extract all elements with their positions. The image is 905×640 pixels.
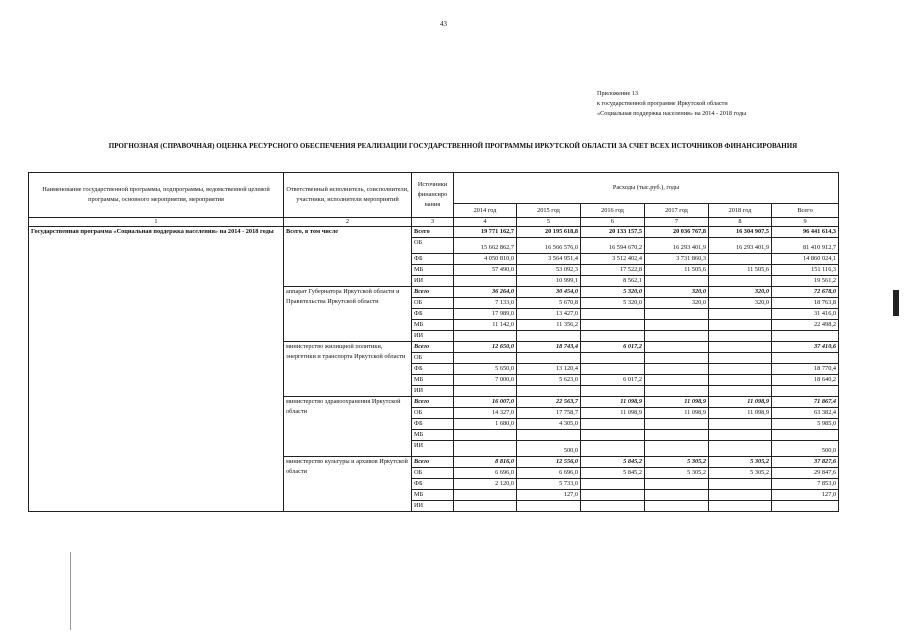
year-value-cell: 5 733,0 (517, 479, 581, 490)
year-value-cell: 16 293 401,9 (645, 238, 709, 254)
year-value-cell (645, 441, 709, 457)
column-number: 4 (454, 218, 517, 227)
year-value-cell (709, 386, 772, 397)
source-cell: МБ (412, 265, 454, 276)
year-value-cell (454, 353, 517, 364)
year-value-cell (581, 331, 645, 342)
column-number: 8 (709, 218, 772, 227)
year-value-cell: 11 098,9 (581, 408, 645, 419)
header-executor: Ответственный исполнитель, соисполнители, участники, исполнители мероприятий (284, 173, 412, 218)
column-number: 7 (645, 218, 709, 227)
year-value-cell (517, 386, 581, 397)
total-value-cell (772, 353, 839, 364)
year-value-cell: 6 017,2 (581, 375, 645, 386)
year-value-cell: 22 563,7 (517, 397, 581, 408)
year-value-cell: 11 505,6 (709, 265, 772, 276)
year-value-cell (581, 430, 645, 441)
total-value-cell: 37 410,6 (772, 342, 839, 353)
scan-edge-mark (893, 290, 899, 316)
executor-cell: министерство жилищной политики, энергетики и транспорта Иркутской области (284, 342, 412, 397)
total-value-cell: 63 382,4 (772, 408, 839, 419)
source-cell: Всего (412, 287, 454, 298)
source-cell: ИИ (412, 501, 454, 512)
year-value-cell: 36 264,0 (454, 287, 517, 298)
year-value-cell (709, 254, 772, 265)
year-value-cell (645, 309, 709, 320)
year-value-cell (645, 419, 709, 430)
column-number: 1 (29, 218, 284, 227)
source-cell: ОБ (412, 353, 454, 364)
year-value-cell: 30 454,0 (517, 287, 581, 298)
year-value-cell (709, 501, 772, 512)
source-cell: ИИ (412, 441, 454, 457)
year-value-cell: 11 098,9 (645, 397, 709, 408)
source-cell: Всего (412, 227, 454, 238)
total-value-cell: 22 498,2 (772, 320, 839, 331)
total-value-cell: 29 847,6 (772, 468, 839, 479)
executor-cell: министерство культуры и архивов Иркутской области (284, 457, 412, 512)
header-row (29, 173, 839, 204)
year-value-cell: 20 133 157,5 (581, 227, 645, 238)
year-value-cell: 5 305,2 (645, 468, 709, 479)
year-value-cell (581, 364, 645, 375)
total-value-cell: 14 860 024,1 (772, 254, 839, 265)
total-value-cell: 5 985,0 (772, 419, 839, 430)
total-value-cell (772, 331, 839, 342)
year-value-cell (709, 430, 772, 441)
source-cell: Всего (412, 342, 454, 353)
year-value-cell: 16 293 401,9 (709, 238, 772, 254)
year-value-cell (454, 490, 517, 501)
total-value-cell: 81 410 912,7 (772, 238, 839, 254)
year-value-cell: 5 305,2 (645, 457, 709, 468)
header-year: 2014 год (454, 204, 517, 218)
year-value-cell (454, 331, 517, 342)
total-value-cell: 127,0 (772, 490, 839, 501)
year-value-cell: 13 427,0 (517, 309, 581, 320)
year-value-cell (517, 501, 581, 512)
year-value-cell (581, 479, 645, 490)
header-year: 2017 год (645, 204, 709, 218)
year-value-cell (517, 331, 581, 342)
year-value-cell: 12 556,0 (517, 457, 581, 468)
total-value-cell (772, 501, 839, 512)
column-number: 2 (284, 218, 412, 227)
appendix-note (597, 89, 746, 119)
column-number: 3 (412, 218, 454, 227)
header-name: Наименование государственной программы, подпрограммы, ведомственной целевой программы, основного мероприятия, мероприятия (29, 173, 284, 218)
source-cell: ОБ (412, 298, 454, 309)
source-cell: ИИ (412, 276, 454, 287)
year-value-cell: 5 670,8 (517, 298, 581, 309)
column-number: 6 (581, 218, 645, 227)
appendix-line-1: Приложение 13 (597, 90, 638, 97)
year-value-cell: 5 845,2 (581, 468, 645, 479)
total-value-cell: 72 678,0 (772, 287, 839, 298)
total-value-cell: 19 561,2 (772, 276, 839, 287)
source-cell: МБ (412, 320, 454, 331)
year-value-cell (645, 331, 709, 342)
source-cell: ФБ (412, 309, 454, 320)
year-value-cell (454, 276, 517, 287)
year-value-cell: 11 098,9 (581, 397, 645, 408)
source-cell: МБ (412, 430, 454, 441)
source-cell: ФБ (412, 364, 454, 375)
year-value-cell (709, 309, 772, 320)
year-value-cell: 11 098,9 (709, 408, 772, 419)
financing-table (28, 172, 839, 512)
year-value-cell: 6 696,0 (454, 468, 517, 479)
appendix-line-2: к государственной программе Иркутской области (597, 100, 728, 107)
total-value-cell: 37 827,6 (772, 457, 839, 468)
year-value-cell: 8 562,1 (581, 276, 645, 287)
year-value-cell (645, 479, 709, 490)
year-value-cell (454, 501, 517, 512)
year-value-cell (454, 441, 517, 457)
year-value-cell: 320,0 (709, 287, 772, 298)
year-value-cell (517, 353, 581, 364)
header-year: 2018 год (709, 204, 772, 218)
source-cell: ОБ (412, 408, 454, 419)
year-value-cell: 13 120,4 (517, 364, 581, 375)
scan-margin-line (70, 552, 71, 630)
financing-table-body (29, 227, 839, 512)
total-value-cell: 7 853,0 (772, 479, 839, 490)
year-value-cell: 5 623,0 (517, 375, 581, 386)
year-value-cell (645, 501, 709, 512)
year-value-cell: 16 566 576,0 (517, 238, 581, 254)
year-value-cell (709, 320, 772, 331)
year-value-cell: 18 743,4 (517, 342, 581, 353)
year-value-cell (581, 419, 645, 430)
year-value-cell: 127,0 (517, 490, 581, 501)
year-value-cell (709, 276, 772, 287)
year-value-cell: 320,0 (645, 298, 709, 309)
appendix-line-3: «Социальная поддержка населения» на 2014 - 2018 годы (597, 110, 747, 117)
year-value-cell: 8 816,0 (454, 457, 517, 468)
year-value-cell: 5 305,2 (709, 468, 772, 479)
total-value-cell: 18 763,8 (772, 298, 839, 309)
year-value-cell (709, 364, 772, 375)
column-number-row (29, 218, 839, 227)
year-value-cell: 11 098,9 (709, 397, 772, 408)
source-cell: ФБ (412, 479, 454, 490)
header-year: 2015 год (517, 204, 581, 218)
year-value-cell (645, 386, 709, 397)
year-value-cell (645, 364, 709, 375)
year-value-cell (709, 419, 772, 430)
table-row (29, 227, 839, 238)
year-value-cell: 11 356,2 (517, 320, 581, 331)
header-expenses: Расходы (тыс.руб.), годы (454, 173, 839, 204)
source-cell: ОБ (412, 238, 454, 254)
year-value-cell: 3 512 402,4 (581, 254, 645, 265)
total-value-cell: 151 116,3 (772, 265, 839, 276)
column-number: 5 (517, 218, 581, 227)
year-value-cell (454, 430, 517, 441)
year-value-cell (581, 490, 645, 501)
year-value-cell: 320,0 (645, 287, 709, 298)
total-value-cell: 31 416,0 (772, 309, 839, 320)
source-cell: Всего (412, 457, 454, 468)
year-value-cell (517, 430, 581, 441)
year-value-cell: 16 304 907,5 (709, 227, 772, 238)
year-value-cell: 10 999,1 (517, 276, 581, 287)
year-value-cell: 5 305,2 (709, 457, 772, 468)
year-value-cell (645, 375, 709, 386)
page-number: 43 (440, 20, 447, 28)
year-value-cell: 11 098,9 (645, 408, 709, 419)
year-value-cell (645, 276, 709, 287)
year-value-cell: 3 564 951,4 (517, 254, 581, 265)
source-cell: МБ (412, 375, 454, 386)
year-value-cell (581, 386, 645, 397)
year-value-cell (581, 501, 645, 512)
source-cell: Всего (412, 397, 454, 408)
year-value-cell (709, 342, 772, 353)
year-value-cell: 2 120,0 (454, 479, 517, 490)
year-value-cell: 15 662 862,7 (454, 238, 517, 254)
executor-cell: министерство здравоохранения Иркутской области (284, 397, 412, 457)
year-value-cell: 14 327,0 (454, 408, 517, 419)
total-value-cell: 18 640,2 (772, 375, 839, 386)
year-value-cell: 11 505,6 (645, 265, 709, 276)
source-cell: ИИ (412, 331, 454, 342)
year-value-cell: 16 007,0 (454, 397, 517, 408)
year-value-cell: 17 758,7 (517, 408, 581, 419)
source-cell: ИИ (412, 386, 454, 397)
document-title: ПРОГНОЗНАЯ (СПРАВОЧНАЯ) ОЦЕНКА РЕСУРСНОГО ОБЕСПЕЧЕНИЯ РЕАЛИЗАЦИИ ГОСУДАРСТВЕННОЙ ПРОГРАММЫ ИРКУТСКОЙ ОБЛАСТИ ЗА СЧЕТ ВСЕХ ИСТОЧНИКОВ ФИНАНСИРОВАНИЯ (108, 142, 798, 150)
year-value-cell: 500,0 (517, 441, 581, 457)
year-value-cell (454, 386, 517, 397)
year-value-cell (645, 490, 709, 501)
program-name-cell: Государственная программа «Социальная поддержка населения» на 2014 - 2018 годы (29, 227, 284, 512)
header-year: 2016 год (581, 204, 645, 218)
header-total: Всего (772, 204, 839, 218)
total-value-cell (772, 430, 839, 441)
year-value-cell (645, 342, 709, 353)
total-value-cell: 96 441 614,3 (772, 227, 839, 238)
total-value-cell: 71 867,4 (772, 397, 839, 408)
year-value-cell: 12 650,0 (454, 342, 517, 353)
year-value-cell (581, 353, 645, 364)
year-value-cell (581, 309, 645, 320)
year-value-cell (645, 320, 709, 331)
year-value-cell: 5 845,2 (581, 457, 645, 468)
year-value-cell (709, 441, 772, 457)
source-cell: МБ (412, 490, 454, 501)
year-value-cell: 7 000,0 (454, 375, 517, 386)
executor-cell: аппарат Губернатора Иркутской области и Правительства Иркутской области (284, 287, 412, 342)
year-value-cell: 16 594 670,2 (581, 238, 645, 254)
year-value-cell (709, 331, 772, 342)
year-value-cell (709, 490, 772, 501)
total-value-cell (772, 386, 839, 397)
year-value-cell (645, 353, 709, 364)
year-value-cell (645, 430, 709, 441)
year-value-cell: 53 092,3 (517, 265, 581, 276)
year-value-cell: 57 490,0 (454, 265, 517, 276)
year-value-cell (709, 479, 772, 490)
year-value-cell: 17 989,0 (454, 309, 517, 320)
year-value-cell: 4 050 810,0 (454, 254, 517, 265)
year-value-cell: 5 320,0 (581, 298, 645, 309)
year-value-cell: 17 522,8 (581, 265, 645, 276)
header-source: Источники финансиро вания (412, 173, 454, 218)
year-value-cell (581, 441, 645, 457)
year-value-cell (709, 375, 772, 386)
year-value-cell: 320,0 (709, 298, 772, 309)
column-number: 9 (772, 218, 839, 227)
year-value-cell: 5 320,0 (581, 287, 645, 298)
year-value-cell: 7 133,0 (454, 298, 517, 309)
year-value-cell (581, 320, 645, 331)
year-value-cell: 5 650,0 (454, 364, 517, 375)
year-value-cell: 19 771 162,7 (454, 227, 517, 238)
year-value-cell: 1 680,0 (454, 419, 517, 430)
year-value-cell: 20 195 618,8 (517, 227, 581, 238)
source-cell: ФБ (412, 419, 454, 430)
year-value-cell: 3 731 860,3 (645, 254, 709, 265)
executor-cell: Всего, в том числе (284, 227, 412, 287)
year-value-cell: 6 696,0 (517, 468, 581, 479)
source-cell: ФБ (412, 254, 454, 265)
source-cell: ОБ (412, 468, 454, 479)
year-value-cell: 6 017,2 (581, 342, 645, 353)
year-value-cell: 11 142,0 (454, 320, 517, 331)
year-value-cell: 4 305,0 (517, 419, 581, 430)
year-value-cell: 20 036 767,8 (645, 227, 709, 238)
total-value-cell: 18 770,4 (772, 364, 839, 375)
total-value-cell: 500,0 (772, 441, 839, 457)
year-value-cell (709, 353, 772, 364)
